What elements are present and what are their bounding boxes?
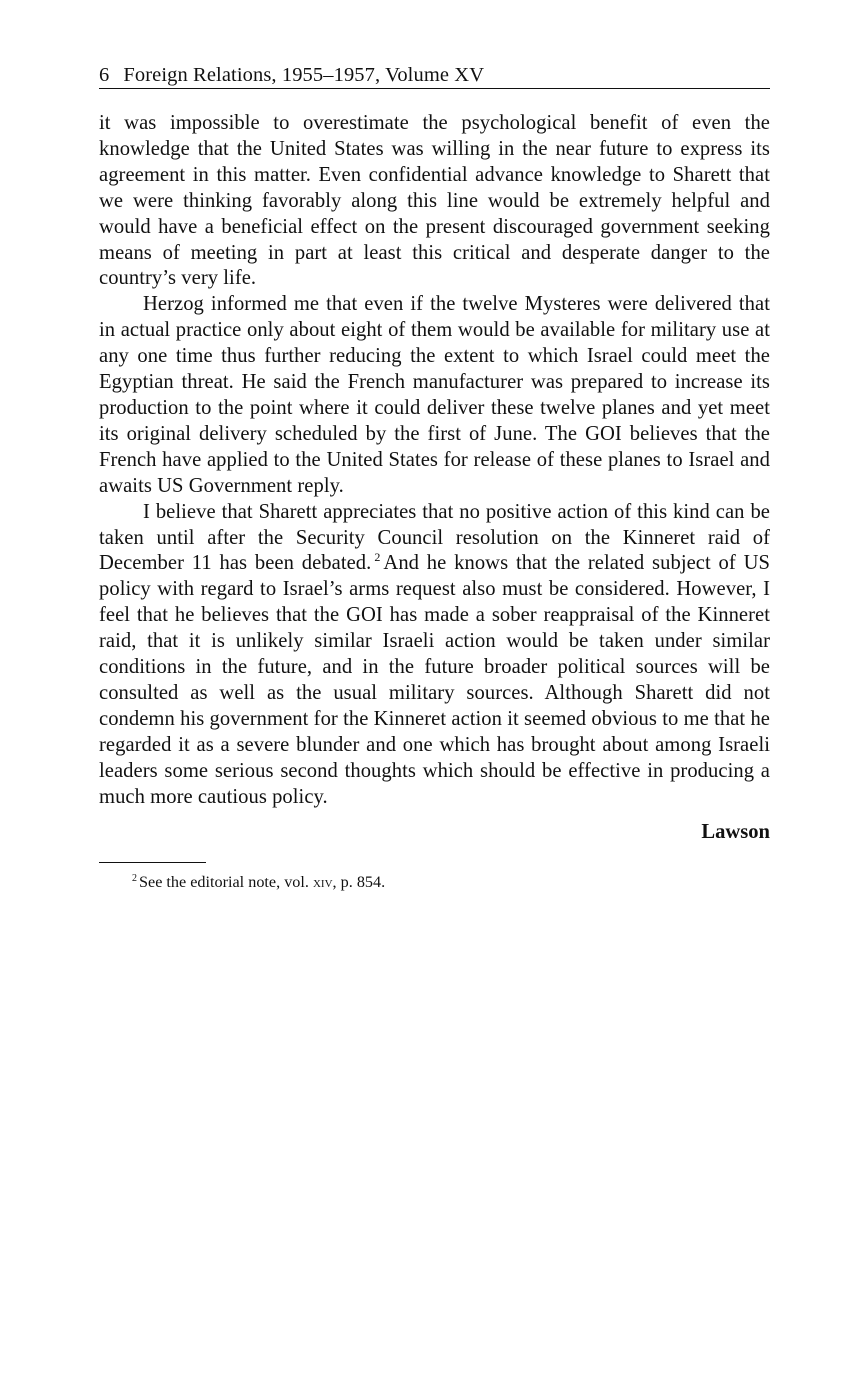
footnote-divider — [99, 862, 206, 863]
running-head-title: Foreign Relations, 1955–1957, Volume XV — [123, 64, 485, 86]
paragraph-3-text-after: And he knows that the related subject of US policy with regard to Israel’s arms request also must be considered. However, I feel that he believes that the GOI has made a sober reappraisal of the Kinneret raid, that it is unlikely similar Israeli action would be taken under similar conditions in the future, and in the future broader political sources will be consulted as well as the usual military sources. Although Sharett did not condemn his government for the Kinneret action it seemed obvious to me that he regarded it as a severe blunder and one which has brought about among Israeli leaders some serious second thoughts which should be effective in producing a much more cautious policy. — [99, 552, 770, 808]
running-head — [99, 62, 770, 89]
document-page — [99, 62, 770, 893]
signature: Lawson — [701, 821, 770, 844]
paragraph-3 — [99, 500, 770, 811]
paragraph-3-text-before: I believe that Sharett appreciates that no positive action of this kind can be taken until after the Security Council resolution on the Kinneret raid of December 11 has been debated. — [99, 500, 770, 575]
page-number: 6 — [99, 64, 110, 86]
paragraph-1: it was impossible to overestimate the psychological benefit of even the knowledge that the United States was willing in the near future to express its agreement in this matter. Even confidential advance knowledge to Sharett that we were thinking favorably along this line would be extremely helpful and would have a beneficial effect on the present discouraged government seeking means of meeting in part at least this critical and desperate danger to the country’s very life. — [99, 112, 770, 290]
footnote-volume: xiv — [312, 873, 333, 892]
paragraph-2: Herzog informed me that even if the twelve Mysteres were delivered that in actual practice only about eight of them would be available for military use at any one time thus further reducing the extent to which Israel could meet the Egyptian threat. He said the French manufacturer was prepared to increase its production to the point where it could deliver these twelve planes and yet meet its original delivery scheduled by the first of June. The GOI believes that the French have applied to the United States for release of these planes to Israel and awaits US Government reply. — [99, 293, 770, 497]
footnote-reference[interactable]: 2 — [374, 550, 381, 565]
footnote-text-before: See the editorial note, vol. — [139, 873, 309, 892]
letter-body — [99, 111, 770, 810]
footnote-number: 2 — [132, 873, 137, 885]
footnote-text-after: , p. 854. — [332, 873, 386, 892]
footnote — [99, 871, 770, 893]
